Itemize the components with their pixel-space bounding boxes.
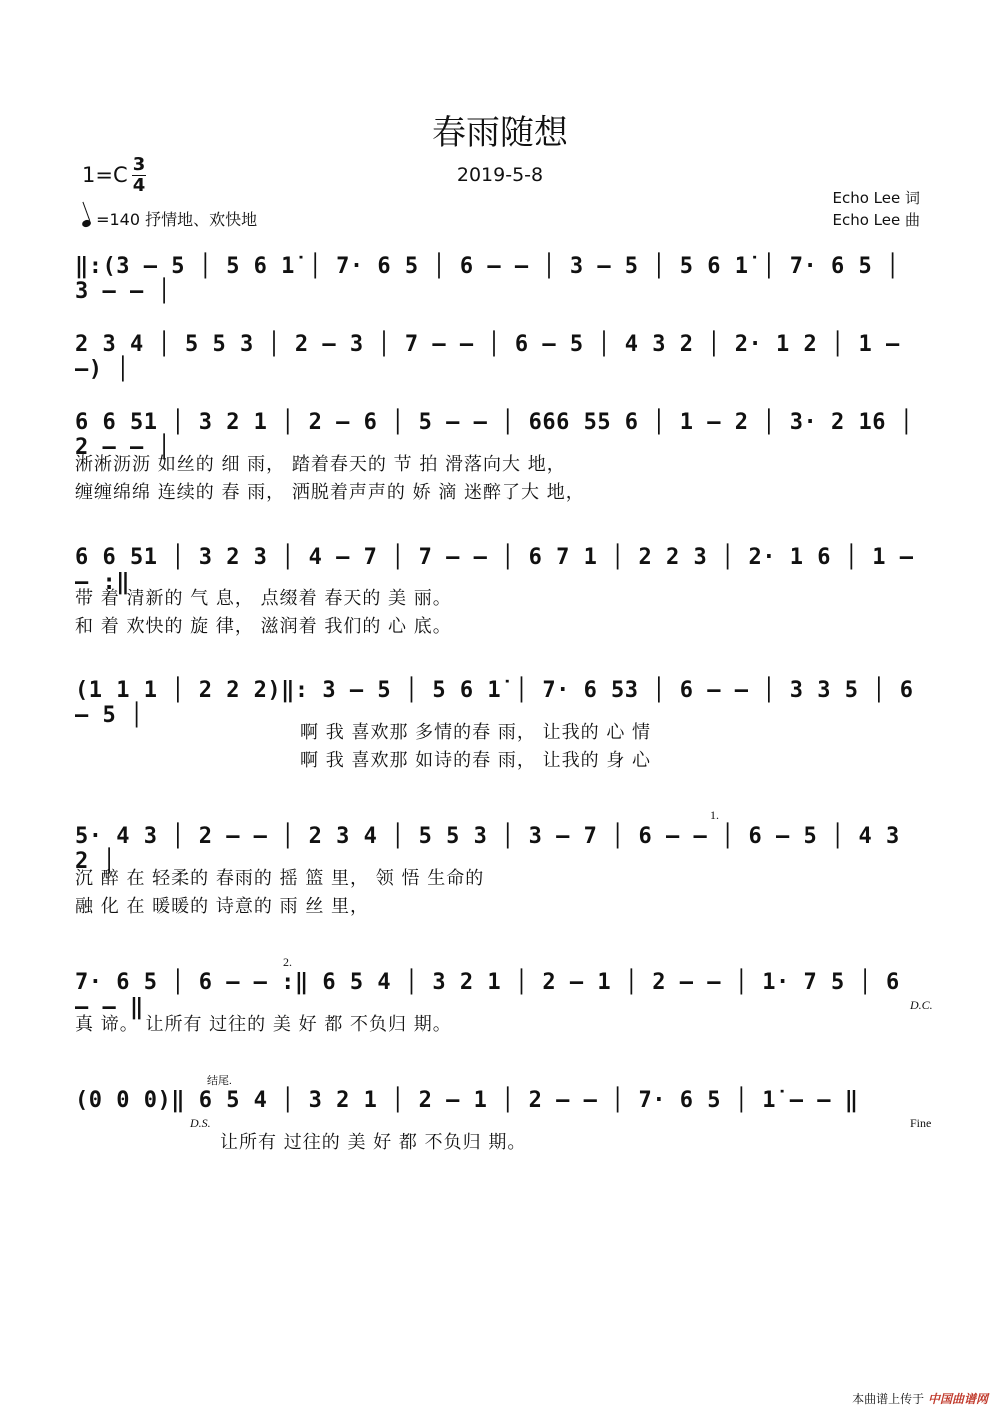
score-system-1: ‖:(3 – 5 │ 5 6 1̇ │ 7· 6 5 │ 6 – – │ 3 – 5 │ 5 6 1̇ │ 7· 6 5 │ 3 – – │ bbox=[75, 254, 900, 304]
lyrics-line-3b: 缠缠绵绵 连续的 春 雨， 洒脱着声声的 娇 滴 迷醉了大 地， bbox=[75, 482, 585, 503]
ds-mark: D.S. bbox=[190, 1116, 211, 1130]
lyrics-line-8a: 让所有 过往的 美 好 都 不负归 期。 bbox=[220, 1132, 527, 1153]
time-signature bbox=[132, 155, 146, 196]
lyrics-line-4a: 带 着 清新的 气 息， 点缀着 春天的 美 丽。 bbox=[75, 588, 452, 609]
key-signature: 1=C bbox=[82, 163, 128, 187]
score-system-2: 2 3 4 │ 5 5 3 │ 2 – 3 │ 7 – – │ 6 – 5 │ 4 3 2 │ 2· 1 2 │ 1 – –) │ bbox=[75, 332, 900, 382]
coda-label: 结尾. bbox=[207, 1075, 232, 1087]
upload-prefix: 本曲谱上传于 bbox=[852, 1392, 925, 1406]
score-system-3: 6 6 51 │ 3 2 1 │ 2 – 6 │ 5 – – │ 666 55 6 │ 1 – 2 │ 3· 2 16 │ 2 – – │ bbox=[75, 410, 914, 460]
upload-footer bbox=[852, 1390, 988, 1407]
tempo-marking bbox=[82, 207, 257, 230]
score-system-8: (0 0 0)‖ 6 5 4 │ 3 2 1 │ 2 – 1 │ 2 – – │ 7· 6 5 │ 1̇ – – ‖ bbox=[75, 1088, 859, 1113]
dc-mark: D.C. bbox=[910, 998, 933, 1012]
time-signature-bottom: 4 bbox=[132, 175, 146, 196]
lyricist-credit: Echo Lee 词 bbox=[832, 189, 920, 207]
score-system-4: 6 6 51 │ 3 2 3 │ 4 – 7 │ 7 – – │ 6 7 1 │ 2 2 3 │ 2· 1 6 │ 1 – – :‖ bbox=[75, 545, 914, 595]
composer-credit: Echo Lee 曲 bbox=[832, 211, 920, 229]
lyrics-line-5a: 啊 我 喜欢那 多情的春 雨， 让我的 心 情 bbox=[300, 722, 652, 743]
lyrics-line-6a: 沉 醉 在 轻柔的 春雨的 摇 篮 里， 领 悟 生命的 bbox=[75, 868, 485, 889]
lyrics-line-6b: 融 化 在 暖暖的 诗意的 雨 丝 里， bbox=[75, 896, 370, 917]
score-system-6: 5· 4 3 │ 2 – – │ 2 3 4 │ 5 5 3 │ 3 – 7 │ 6 – – │ 6 – 5 │ 4 3 2 │ bbox=[75, 824, 900, 874]
tempo-text: =140 抒情地、欢快地 bbox=[96, 210, 258, 229]
quarter-note-icon bbox=[81, 219, 92, 229]
score-system-7: 7· 6 5 │ 6 – – :‖ 6 5 4 │ 3 2 1 │ 2 – 1 │ 2 – – │ 1· 7 5 │ 6 – – ‖ bbox=[75, 970, 900, 1020]
lyrics-line-3a: 淅淅沥沥 如丝的 细 雨， 踏着春天的 节 拍 滑落向大 地， bbox=[75, 454, 566, 475]
site-logo: 中国曲谱网 bbox=[927, 1392, 988, 1406]
page-title: 春雨随想 bbox=[432, 113, 568, 153]
score-date: 2019-5-8 bbox=[456, 164, 544, 186]
time-signature-top: 3 bbox=[132, 154, 146, 175]
score-system-5: (1 1 1 │ 2 2 2)‖: 3 – 5 │ 5 6 1̇ │ 7· 6 53 │ 6 – – │ 3 3 5 │ 6 – 5 │ bbox=[75, 678, 914, 728]
volta-2-label: 2. bbox=[283, 955, 292, 969]
volta-1-label: 1. bbox=[710, 808, 719, 822]
lyrics-line-4b: 和 着 欢快的 旋 律， 滋润着 我们的 心 底。 bbox=[75, 616, 452, 637]
lyrics-line-7a: 真 谛。 让所有 过往的 美 好 都 不负归 期。 bbox=[75, 1014, 452, 1035]
lyrics-line-5b: 啊 我 喜欢那 如诗的春 雨， 让我的 身 心 bbox=[300, 750, 652, 771]
fine-mark: Fine bbox=[910, 1116, 932, 1130]
